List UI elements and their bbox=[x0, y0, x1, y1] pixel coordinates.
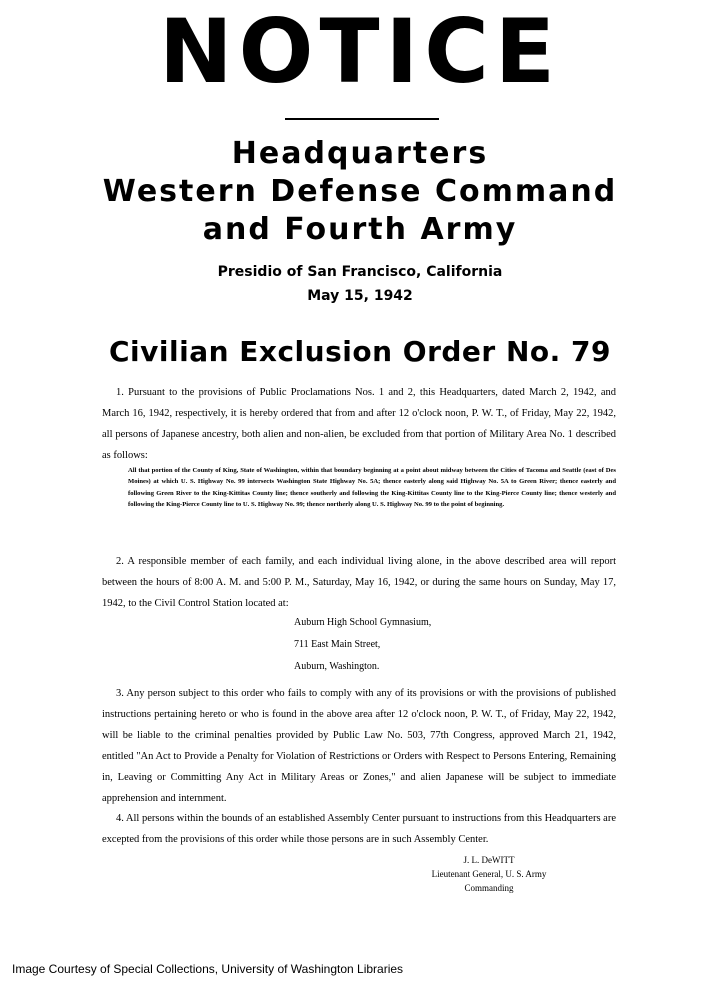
location-line: Presidio of San Francisco, California bbox=[217, 264, 503, 280]
headquarters-line-2: Western Defense Command bbox=[102, 174, 618, 209]
control-station-address bbox=[294, 612, 554, 678]
signature-block bbox=[404, 853, 574, 895]
paragraph-3: 3. Any person subject to this order who fails to comply with any of its provisions or with the provisions of published instructions pertaining hereto or who is found in the above area after 12 o'clock noon, P. W. T., of Friday, May 22, 1942, will be liable to the criminal penalties provided by Public Law No. 503, 77th Congress, approved March 21, 1942, entitled "An Act to Provide a Penalty for Violation of Restrictions or Orders with Respect to Persons Entering, Remaining in, Leaving or Committing Any Act in Military Areas or Zones," and alien Japanese will be subject to immediate apprehension and internment. bbox=[102, 688, 616, 804]
address-line-2: 711 East Main Street, bbox=[294, 639, 381, 650]
headquarters-line-3: and Fourth Army bbox=[202, 212, 518, 247]
title-divider bbox=[285, 118, 439, 120]
signature-rank: Lieutenant General, U. S. Army bbox=[431, 869, 547, 879]
address-line-1: Auburn High School Gymnasium, bbox=[294, 617, 432, 628]
date-line: May 15, 1942 bbox=[307, 288, 413, 304]
address-line-3: Auburn, Washington. bbox=[294, 661, 380, 672]
signature-title: Commanding bbox=[464, 883, 514, 893]
headquarters-line-1: Headquarters bbox=[231, 136, 489, 171]
area-description: All that portion of the County of King, State of Washington, within that boundary beginning at a point about midway between the Cities of Tacoma and Seattle (east of Des Moines) at which U. S. Highway No. 99 intersects Washington State Highway No. 5A; thence easterly along said Highway No. 5A to Green River; thence easterly and following Green River to the King-Kittitas County line; thence southerly and following the King-Kittitas County line to the King-Pierce County line; thence westerly and following the King-Pierce County line to U. S. Highway No. 99; thence northerly along U. S. Highway No. 99 to the point of beginning. bbox=[128, 467, 616, 508]
order-title: Civilian Exclusion Order No. 79 bbox=[109, 335, 611, 368]
paragraph-4: 4. All persons within the bounds of an established Assembly Center pursuant to instructions from this Headquarters are excepted from the provisions of this order while those persons are in such Assembly Center. bbox=[102, 813, 616, 845]
image-credit: Image Courtesy of Special Collections, University of Washington Libraries bbox=[12, 962, 404, 976]
notice-title: NOTICE bbox=[159, 0, 561, 103]
signature-name: J. L. DeWITT bbox=[463, 855, 515, 865]
paragraph-2: 2. A responsible member of each family, and each individual living alone, in the above described area will report between the hours of 8:00 A. M. and 5:00 P. M., Saturday, May 16, 1942, or during the same hours on Sunday, May 17, 1942, to the Civil Control Station located at: bbox=[102, 556, 616, 609]
paragraph-1: 1. Pursuant to the provisions of Public Proclamations Nos. 1 and 2, this Headquarters, dated March 2, 1942, and March 16, 1942, respectively, it is hereby ordered that from and after 12 o'clock noon, P. W. T., of Friday, May 22, 1942, all persons of Japanese ancestry, both alien and non-alien, be excluded from that portion of Military Area No. 1 described as follows: bbox=[102, 387, 616, 461]
